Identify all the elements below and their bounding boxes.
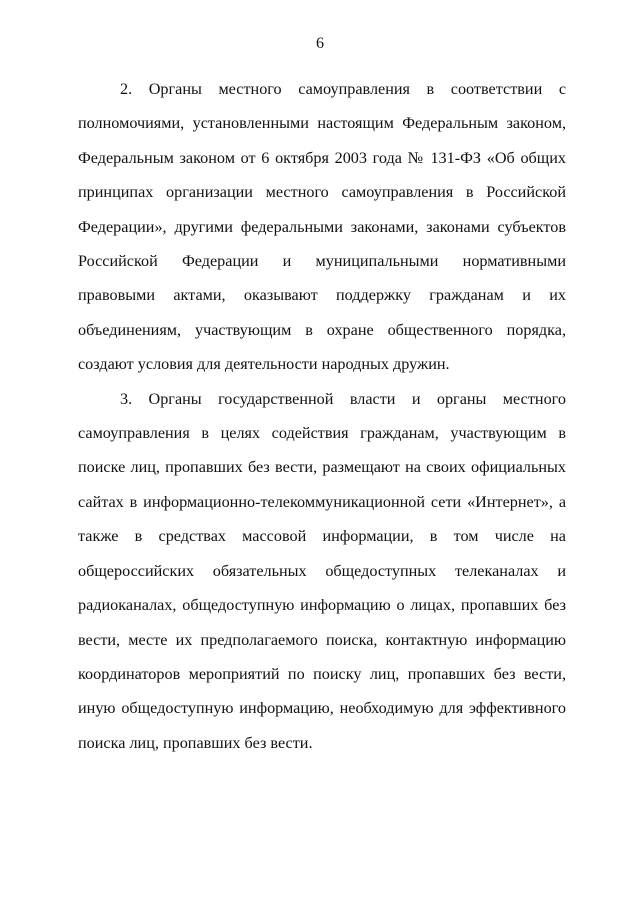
page-number: 6 xyxy=(316,35,324,52)
paragraph-2: 2. Органы местного самоуправления в соответствии с полномочиями, установленными настоящим Федеральным законом, Федеральным законом от 6 октября 2003 года № 131-ФЗ «Об общих принципах организации местного самоуправления в Российской Федерации», другими федеральными законами, законами субъектов Российской Федерации и муниципальными нормативными правовыми актами, оказывают поддержку гражданам и их объединениям, участвующим в охране общественного порядка, создают условия для деятельности народных дружин. xyxy=(78,80,566,374)
document-body xyxy=(78,72,566,760)
paragraph-3: 3. Органы государственной власти и органы местного самоуправления в целях содействия гражданам, участвующим в поиске лиц, пропавших без вести, размещают на своих официальных сайтах в информационно-телекоммуникационной сети «Интернет», а также в средствах массовой информации, в том числе на общероссийских обязательных общедоступных телеканалах и радиоканалах, общедоступную информацию о лицах, пропавших без вести, месте их предполагаемого поиска, контактную информацию координаторов мероприятий по поиску лиц, пропавших без вести, иную общедоступную информацию, необходимую для эффективного поиска лиц, пропавших без вести. xyxy=(78,389,566,752)
